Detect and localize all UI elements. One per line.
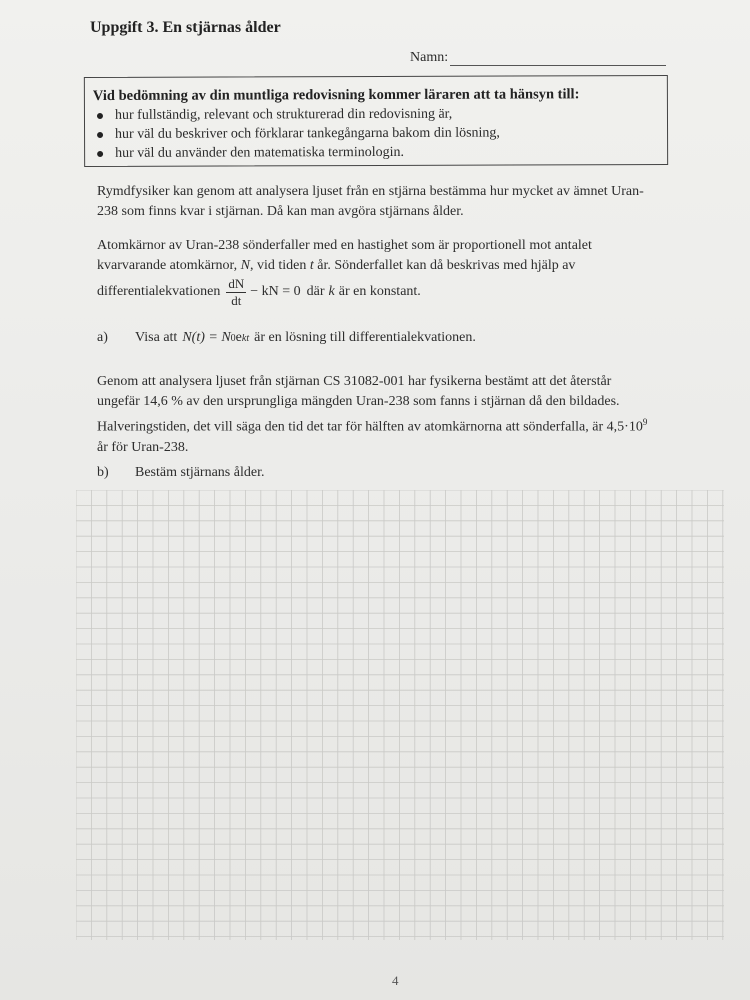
part-b-label: b) bbox=[97, 465, 109, 480]
halflife-exponent: 9 bbox=[642, 417, 648, 427]
assessment-list bbox=[93, 104, 659, 163]
name-line[interactable] bbox=[450, 51, 666, 66]
part-a-base: e bbox=[235, 330, 242, 345]
de-rest: − kN = 0 bbox=[250, 284, 301, 299]
star-paragraph bbox=[97, 372, 657, 458]
de-suffix-2: är en konstant. bbox=[338, 284, 421, 299]
decay-paragraph bbox=[97, 236, 657, 276]
part-a-exponent: kt bbox=[241, 333, 250, 344]
assessment-item: hur väl du beskriver och förklarar tankegångarna bakom din lösning, bbox=[93, 123, 659, 144]
part-a-text-end: är en lösning till differentialekvationen. bbox=[254, 330, 476, 345]
differential-equation-row bbox=[97, 272, 421, 312]
part-a-label: a) bbox=[97, 330, 108, 345]
answer-grid-svg[interactable] bbox=[76, 490, 724, 940]
part-a-formula: N(t) = N bbox=[182, 330, 231, 345]
part-a-subscript: 0 bbox=[230, 333, 236, 344]
part-b-text: Bestäm stjärnans ålder. bbox=[135, 465, 265, 480]
decay-text-3: år. Sönderfallet kan då beskrivas med hjälp av bbox=[317, 258, 576, 273]
derivative-fraction bbox=[226, 276, 246, 309]
decay-text-1: Atomkärnor av Uran-238 sönderfaller med en hastighet som är proportionell mot antalet kvarvarande atomkärnor, bbox=[97, 238, 592, 273]
part-b bbox=[97, 465, 264, 481]
variable-k: k bbox=[328, 284, 335, 299]
name-label: Namn: bbox=[410, 50, 449, 65]
page-number: 4 bbox=[392, 973, 399, 988]
decay-text-2: , vid tiden bbox=[250, 258, 307, 273]
part-a bbox=[97, 330, 476, 346]
variable-n: N bbox=[240, 258, 250, 273]
intro-paragraph: Rymdfysiker kan genom att analysera ljuset från en stjärna bestämma hur mycket av ämnet Uran-238 som finns kvar i stjärnan. Då kan man avgöra stjärnans ålder. bbox=[97, 184, 644, 219]
answer-grid[interactable] bbox=[76, 490, 724, 940]
assessment-heading: Vid bedömning av din muntliga redovisning kommer läraren att ta hänsyn till: bbox=[92, 86, 580, 104]
de-suffix-1: där bbox=[306, 284, 325, 299]
page-title: Uppgift 3. En stjärnas ålder bbox=[90, 19, 281, 36]
de-prefix: differentialekvationen bbox=[97, 284, 221, 299]
assessment-item: hur väl du använder den matematiska terminologin. bbox=[93, 142, 659, 163]
assessment-box bbox=[84, 75, 668, 167]
part-a-text-start: Visa att bbox=[135, 330, 178, 345]
star-text: Genom att analysera ljuset från stjärnan CS 31082-001 har fysikerna bestämt att det återstår ungefär 14,6 % av den ursprungliga mängden Uran-238 som fanns i stjärnan då den bildades. Halveringstiden, det vill säga den tid det tar för hälften av atomkärnorna att sönderfalla, är bbox=[97, 374, 620, 435]
fraction-numerator: dN bbox=[228, 275, 245, 291]
fraction-denominator: dt bbox=[231, 292, 242, 308]
assessment-item: hur fullständig, relevant och strukturerad din redovisning är, bbox=[93, 104, 659, 125]
name-field[interactable] bbox=[410, 50, 666, 66]
variable-t: t bbox=[309, 258, 314, 273]
halflife-base: 4,5·10 bbox=[606, 419, 643, 435]
halflife-suffix: år för Uran-238. bbox=[97, 439, 189, 455]
